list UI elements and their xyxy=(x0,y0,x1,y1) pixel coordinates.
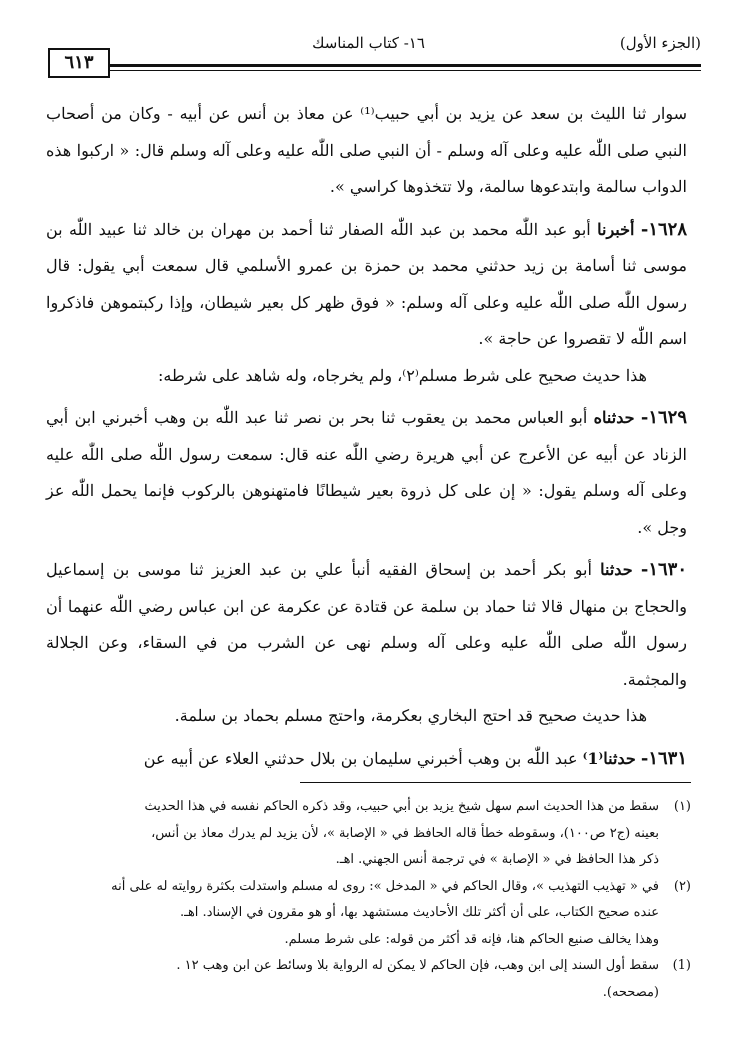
footnote-text xyxy=(46,874,659,954)
hadith-text: أبو عبد اللّٰه محمد بن عبد اللّٰه الصفار ثنا أحمد بن مهران بن خالد ثنا عبيد اللّٰه بن موسى ثنا أسامة بن زيد حدثني محمد بن حمزة بن عمرو الأسلمي قال سمعت أبي يقول: قال رسول اللّٰه صلى اللّٰه عليه وعلى آله وسلم: « فوق ظهر كل بعير شيطان، وإذا ركبتموهن فاذكروا اسم اللّٰه لا تقصروا عن حاجة ». xyxy=(46,219,687,348)
hadith-text: أبو بكر أحمد بن إسحاق الفقيه أنبأ علي بن عبد العزيز ثنا موسى بن إسماعيل والحجاج بن منهال قالا ثنا حماد بن سلمة عن قتادة عن عكرمة عن ابن عباس رضي اللّٰه عنهما أن رسول اللّٰه صلى اللّٰه عليه وعلى آله وسلم نهى عن الشرب من في السقاء، وعن الجلالة والمجثمة. xyxy=(46,560,687,689)
header-rule-thin xyxy=(108,70,701,71)
commentary-1628: هذا حديث صحيح على شرط مسلم⁽٢⁾، ولم يخرجاه، وله شاهد على شرطه: xyxy=(158,365,647,385)
hadith-number: ١٦٣٠- xyxy=(640,559,687,580)
footnote-line: سقط أول السند إلى ابن وهب، فإن الحاكم لا يمكن له الرواية بلا وسائط عن ابن وهب ١٢ . xyxy=(176,958,659,973)
footnote-2 xyxy=(46,874,691,954)
header-rule-thick xyxy=(108,64,701,67)
hadith-text: أبو العباس محمد بن يعقوب ثنا بحر بن نصر ثنا عبد اللّٰه بن وهب أخبرني ابن أبي الزناد عن أبيه عن الأعرج عن أبي هريرة رضي اللّٰه عنه قال: سمعت رسول اللّٰه صلى اللّٰه عليه وعلى آله وسلم يقول: « إن على كل ذروة بعير شيطانًا فامتهنوهن بالركوب فإنما يحمل اللّٰه عز وجل ». xyxy=(46,408,687,537)
footnote-1 xyxy=(46,794,691,874)
footnote-mark: (1) xyxy=(672,958,691,973)
footnote-line: عنده صحيح الكتاب، على أن أكثر تلك الأحاديث مستشهد بها، أو هو مقرون في الإسناد. اهـ. xyxy=(180,905,659,920)
footnotes xyxy=(46,794,691,1006)
hadith-number: ١٦٢٨- xyxy=(640,218,687,240)
page-header xyxy=(36,30,701,74)
footnote-line: في « تهذيب التهذيب »، وقال الحاكم في « المدخل »: روى له مسلم واستدلت بكثرة روايته له على أنه xyxy=(111,878,659,894)
footnote-line: وهذا يخالف صنيع الحاكم هنا، فإنه قد أكثر من قوله: على شرط مسلم. xyxy=(284,931,659,947)
hadith-1629 xyxy=(46,400,687,546)
footnote-3 xyxy=(46,953,691,1006)
footnote-mark: (٢) xyxy=(673,878,691,894)
hadith-keyword: أخبرنا xyxy=(597,219,635,239)
footnote-text xyxy=(46,794,659,874)
volume-label: (الجزء الأول) xyxy=(619,34,701,52)
footnote-line: (مصححه). xyxy=(602,984,659,1000)
hadith-1630 xyxy=(46,552,687,698)
hadith-number: ١٦٣١- xyxy=(640,747,687,769)
footnote-line: ذكر هذا الحافظ في « الإصابة » في ترجمة أنس الجهني. اهـ. xyxy=(335,852,659,867)
paragraph-continuation: سوار ثنا الليث بن سعد عن يزيد بن أبي حبيب⁽¹⁾ عن معاذ بن أنس عن أبيه - وكان من أصحاب النبي صلى اللّٰه عليه وعلى آله وسلم - أن النبي صلى اللّٰه عليه وعلى آله وسلم قال: « اركبوا هذه الدواب سالمة وابتدعوها سالمة، ولا تتخذوها كراسي ». xyxy=(46,104,688,196)
hadith-keyword: حدثناه xyxy=(593,408,635,427)
hadith-1628 xyxy=(46,212,687,358)
hadith-keyword: حدثنا xyxy=(600,560,633,579)
hadith-1631 xyxy=(46,741,687,778)
main-text xyxy=(46,96,687,777)
footnote-separator xyxy=(300,782,691,783)
footnote-line: بعينه (ج٢ ص١٠٠)، وسقوطه خطأ قاله الحافظ في « الإصابة »، لأن يزيد لم يدرك معاذ بن أنس، xyxy=(151,825,659,841)
page-number: ٦١٣ xyxy=(48,48,110,78)
hadith-text: عبد اللّٰه بن وهب أخبرني سليمان بن بلال حدثني العلاء عن أبيه عن xyxy=(143,748,578,768)
footnote-text xyxy=(46,953,659,1006)
chapter-title: ١٦- كتاب المناسك xyxy=(312,34,425,52)
footnote-mark: (١) xyxy=(673,799,691,814)
hadith-keyword: حدثنا⁽1⁾ xyxy=(582,748,636,768)
footnote-line: سقط من هذا الحديث اسم سهل شيخ يزيد بن أبي حبيب، وقد ذكره الحاكم نفسه في هذا الحديث xyxy=(144,799,659,814)
commentary-1630: هذا حديث صحيح قد احتج البخاري بعكرمة، واحتج مسلم بحماد بن سلمة. xyxy=(174,706,647,725)
hadith-number: ١٦٢٩- xyxy=(640,407,688,428)
